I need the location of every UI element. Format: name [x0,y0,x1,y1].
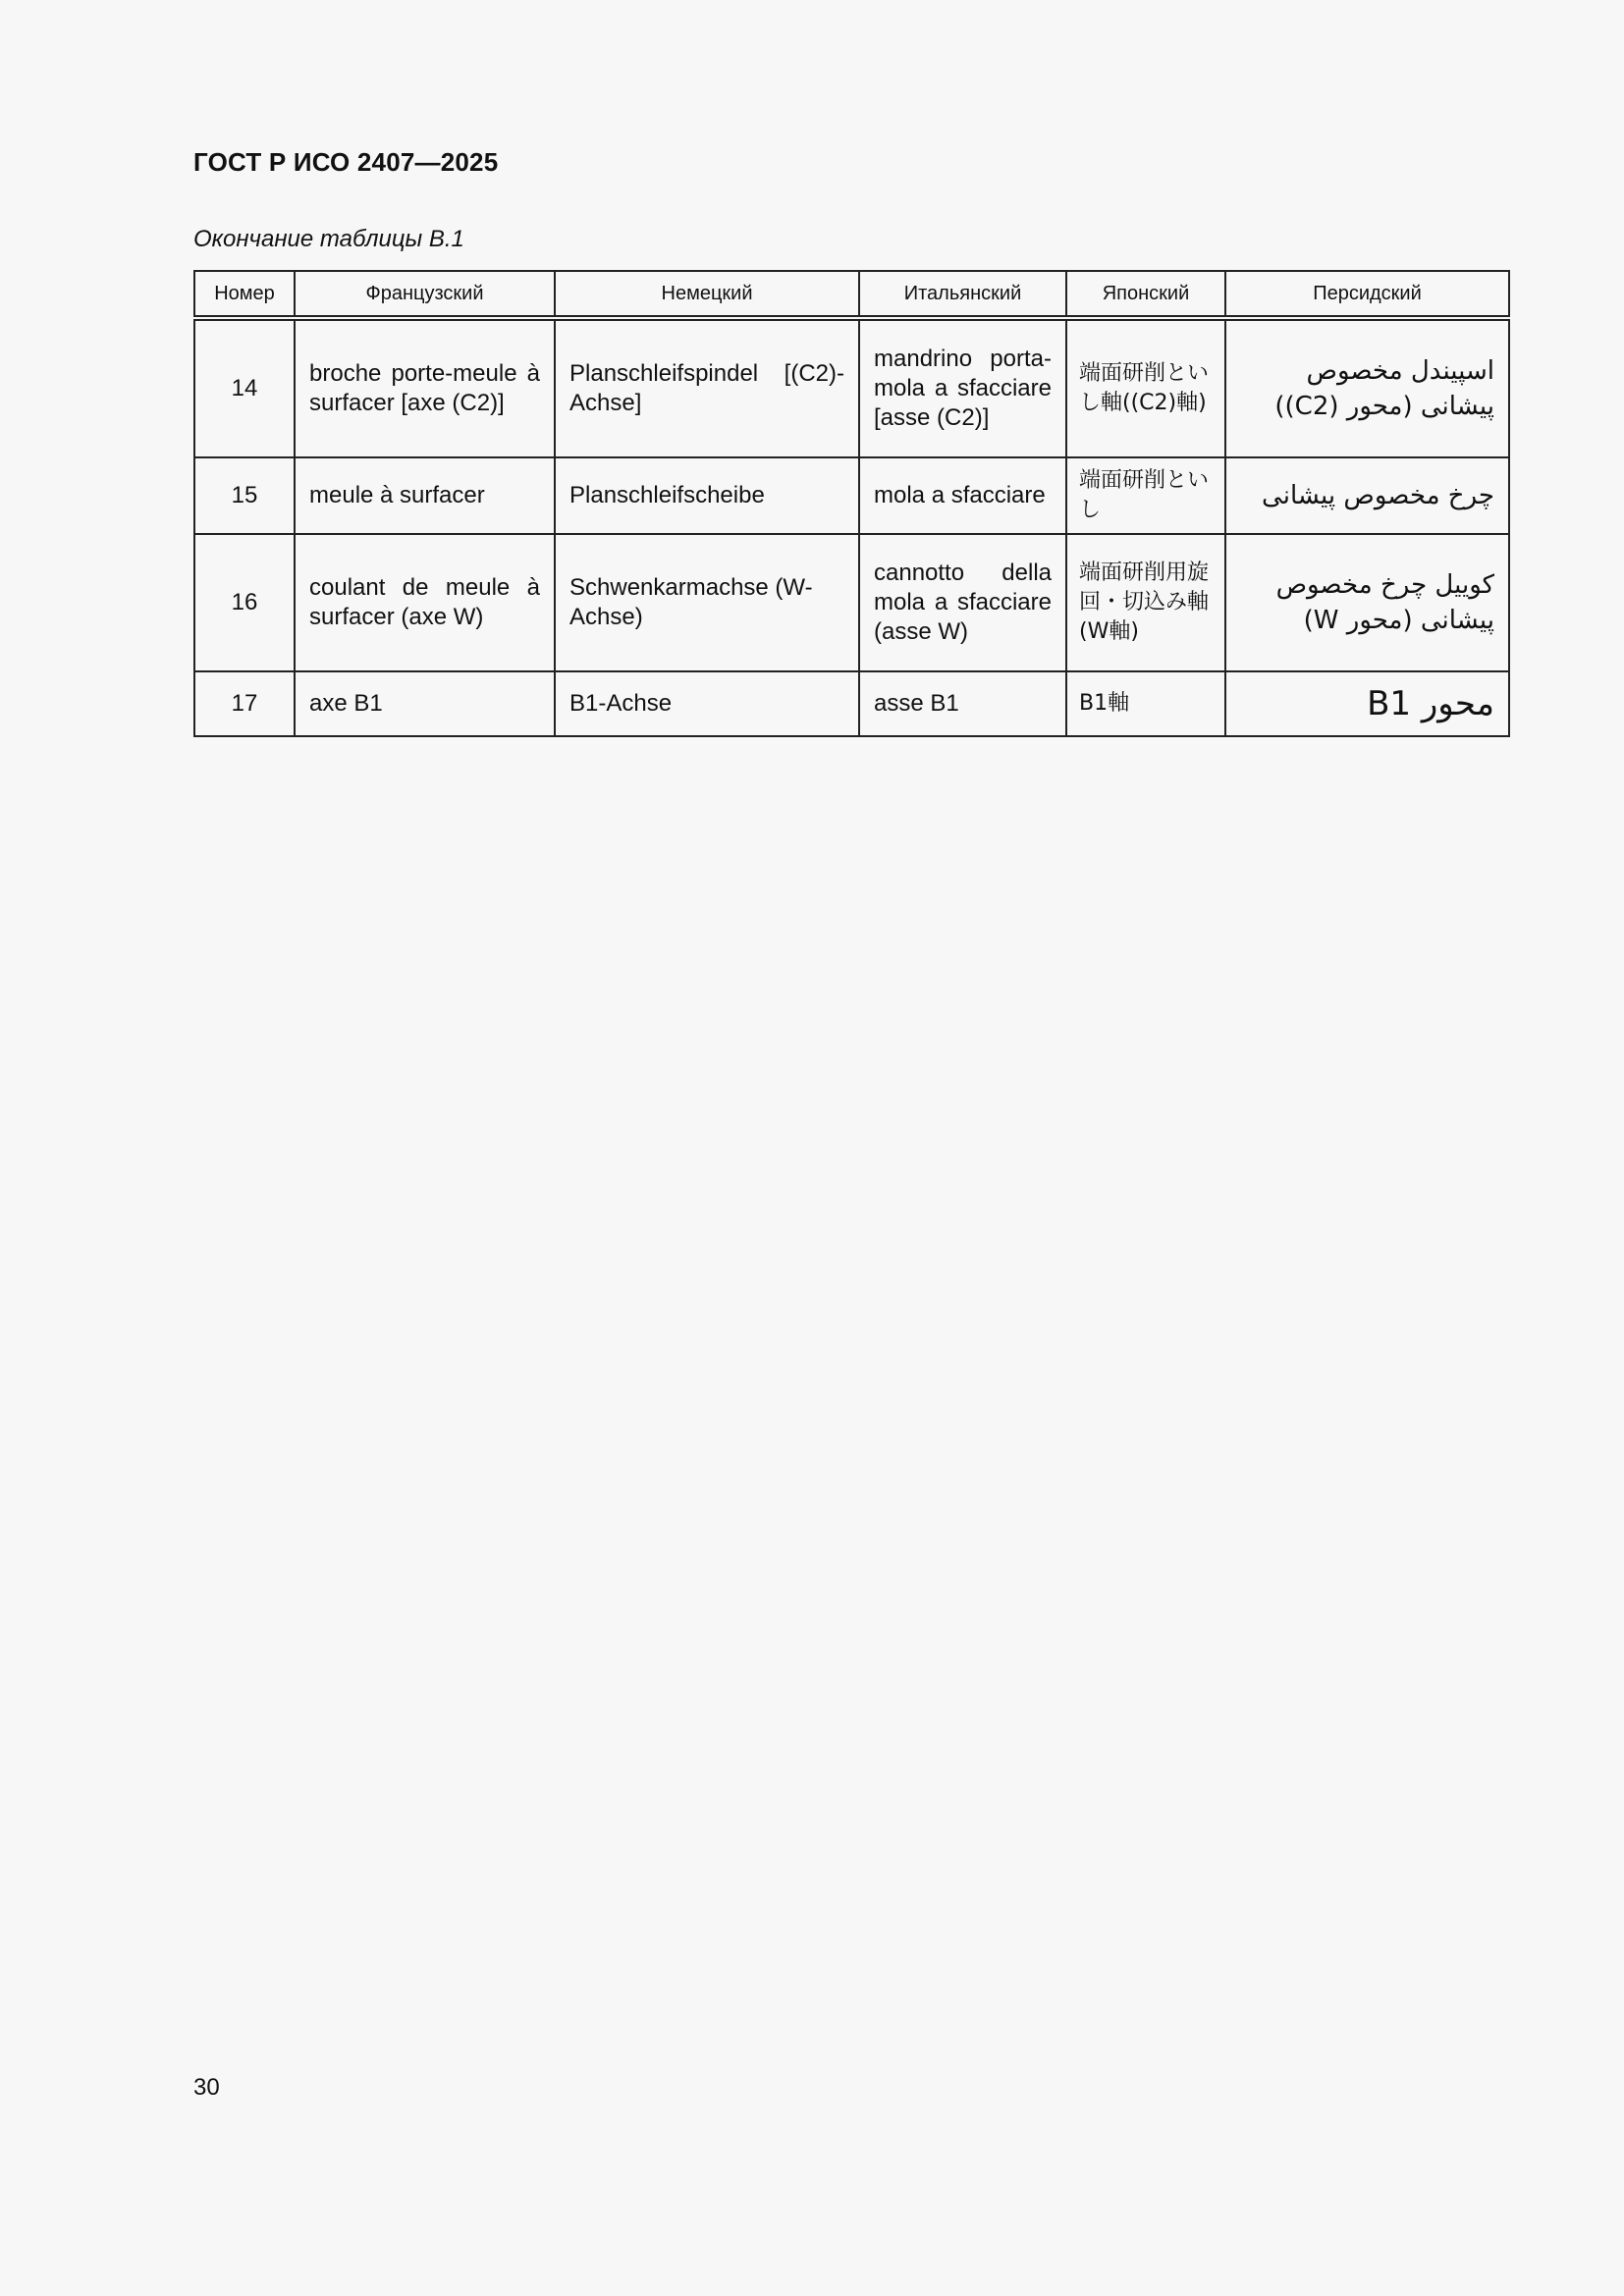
page-number: 30 [193,2074,220,2101]
cell-french: axe B1 [295,671,555,736]
column-header-japanese: Японский [1066,271,1225,318]
cell-japanese: B1軸 [1066,671,1225,736]
cell-number: 17 [194,671,295,736]
cell-japanese: 端面研削といし軸((C2)軸) [1066,318,1225,457]
cell-italian: mola a sfacciare [859,457,1066,534]
table-row [194,671,1509,736]
cell-number: 15 [194,457,295,534]
column-header-number: Номер [194,271,295,318]
cell-german: Schwenkarmachse (W-Achse) [555,534,859,671]
column-header-persian: Персидский [1225,271,1509,318]
document-title: ГОСТ Р ИСО 2407—2025 [193,147,499,177]
column-header-italian: Итальянский [859,271,1066,318]
cell-japanese: 端面研削といし [1066,457,1225,534]
table-body [194,318,1509,736]
header-row [194,271,1509,318]
cell-german: Planschleifscheibe [555,457,859,534]
table-row [194,534,1509,671]
table-caption: Окончание таблицы В.1 [193,226,464,252]
column-header-german: Немецкий [555,271,859,318]
cell-german: Planschleifspindel [(C2)-Achse] [555,318,859,457]
cell-persian: محور B1 [1225,671,1509,736]
cell-italian: cannotto della mola a sfacciare (asse W) [859,534,1066,671]
cell-italian: mandrino porta-mola a sfacciare [asse (C2)] [859,318,1066,457]
translation-table [193,270,1510,737]
cell-number: 14 [194,318,295,457]
cell-french: meule à surfacer [295,457,555,534]
cell-italian: asse B1 [859,671,1066,736]
column-header-french: Французский [295,271,555,318]
cell-persian: اسپیندل مخصوص پیشانی (محور (C2)) [1225,318,1509,457]
cell-japanese: 端面研削用旋回・切込み軸(W軸) [1066,534,1225,671]
table-header [194,271,1509,318]
cell-french: coulant de meule à surfacer (axe W) [295,534,555,671]
cell-french: broche porte-meule à surfacer [axe (C2)] [295,318,555,457]
table-row [194,318,1509,457]
cell-number: 16 [194,534,295,671]
cell-german: B1-Achse [555,671,859,736]
cell-persian: چرخ مخصوص پیشانی [1225,457,1509,534]
cell-persian: کوییل چرخ مخصوص پیشانی (محور W) [1225,534,1509,671]
table-row [194,457,1509,534]
